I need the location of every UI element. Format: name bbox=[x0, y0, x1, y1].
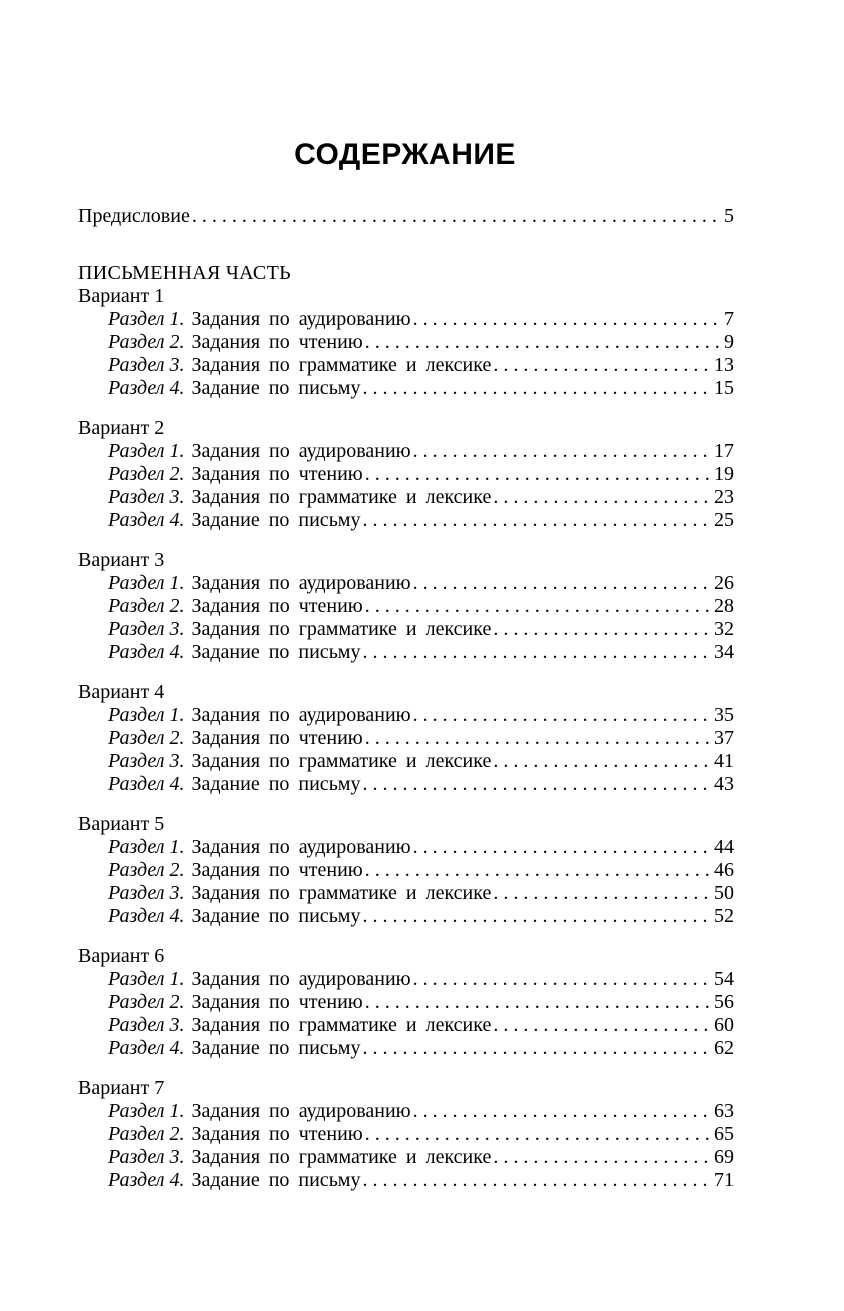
toc-page-number: 34 bbox=[714, 641, 734, 663]
dot-leader bbox=[365, 991, 712, 1014]
dot-leader bbox=[493, 750, 712, 773]
dot-leader bbox=[362, 1037, 712, 1060]
dot-leader bbox=[362, 641, 712, 664]
variant-heading: Вариант 4 bbox=[78, 681, 165, 703]
toc-page-number: 60 bbox=[714, 1014, 734, 1036]
section-title: Задания по грамматике и лексике bbox=[191, 354, 492, 376]
section-label: Раздел 3. bbox=[108, 618, 185, 640]
toc-entry-section bbox=[78, 377, 734, 400]
toc-page-number: 50 bbox=[714, 882, 734, 904]
section-label: Раздел 4. bbox=[108, 1169, 185, 1191]
section-label: Раздел 2. bbox=[108, 727, 185, 749]
section-title: Задания по чтению bbox=[191, 463, 363, 485]
toc-page-number: 23 bbox=[714, 486, 734, 508]
toc-entry-section bbox=[78, 859, 734, 882]
toc-page-number: 63 bbox=[714, 1100, 734, 1122]
section-label: Раздел 4. bbox=[108, 377, 185, 399]
toc-entry-section bbox=[78, 308, 734, 331]
toc-page-number: 17 bbox=[714, 440, 734, 462]
toc-entry-section bbox=[78, 572, 734, 595]
section-title: Задания по аудированию bbox=[191, 704, 411, 726]
dot-leader bbox=[493, 882, 712, 905]
dot-leader bbox=[413, 440, 712, 463]
section-title: Задания по аудированию bbox=[191, 572, 411, 594]
section-title: Задания по грамматике и лексике bbox=[191, 750, 492, 772]
variant-block bbox=[78, 285, 734, 400]
section-title: Задания по аудированию bbox=[191, 308, 411, 330]
toc-page-number: 65 bbox=[714, 1123, 734, 1145]
section-label: Раздел 1. bbox=[108, 572, 185, 594]
part-heading: ПИСЬМЕННАЯ ЧАСТЬ bbox=[78, 262, 291, 284]
section-label: Раздел 4. bbox=[108, 509, 185, 531]
variant-heading: Вариант 1 bbox=[78, 285, 165, 307]
toc-page-number: 54 bbox=[714, 968, 734, 990]
variant-list bbox=[78, 285, 734, 1192]
dot-leader bbox=[362, 509, 712, 532]
section-title: Задания по чтению bbox=[191, 331, 363, 353]
toc-entry-section bbox=[78, 836, 734, 859]
section-title: Задание по письму bbox=[191, 641, 361, 663]
dot-leader bbox=[493, 486, 712, 509]
variant-heading: Вариант 2 bbox=[78, 417, 165, 439]
toc-entry-section bbox=[78, 905, 734, 928]
toc-page-number: 7 bbox=[724, 308, 734, 330]
toc-entry-section bbox=[78, 1146, 734, 1169]
dot-leader bbox=[362, 377, 712, 400]
toc-entry-section bbox=[78, 463, 734, 486]
dot-leader bbox=[365, 595, 712, 618]
toc-entry-preface bbox=[78, 205, 734, 228]
section-title: Задания по чтению bbox=[191, 859, 363, 881]
section-label: Раздел 1. bbox=[108, 308, 185, 330]
variant-block bbox=[78, 945, 734, 1060]
toc-entry-section bbox=[78, 773, 734, 796]
section-label: Раздел 3. bbox=[108, 354, 185, 376]
variant-heading: Вариант 7 bbox=[78, 1077, 165, 1099]
toc-page-number: 43 bbox=[714, 773, 734, 795]
toc-entry-section bbox=[78, 968, 734, 991]
toc-entry-section bbox=[78, 991, 734, 1014]
section-title: Задания по чтению bbox=[191, 727, 363, 749]
dot-leader bbox=[413, 968, 712, 991]
section-label: Раздел 3. bbox=[108, 1014, 185, 1036]
section-label: Раздел 3. bbox=[108, 1146, 185, 1168]
toc-entry-section bbox=[78, 750, 734, 773]
variant-block bbox=[78, 681, 734, 796]
toc-entry-section bbox=[78, 1123, 734, 1146]
toc-page-number: 62 bbox=[714, 1037, 734, 1059]
toc-entry-section bbox=[78, 1037, 734, 1060]
section-label: Раздел 4. bbox=[108, 641, 185, 663]
section-label: Раздел 3. bbox=[108, 486, 185, 508]
dot-leader bbox=[413, 308, 722, 331]
toc-page-number: 5 bbox=[724, 205, 734, 227]
section-label: Раздел 3. bbox=[108, 882, 185, 904]
variant-heading: Вариант 5 bbox=[78, 813, 165, 835]
toc-entry-section bbox=[78, 618, 734, 641]
dot-leader bbox=[413, 572, 712, 595]
toc-page-number: 9 bbox=[724, 331, 734, 353]
toc-page-number: 37 bbox=[714, 727, 734, 749]
toc-entry-section bbox=[78, 509, 734, 532]
section-label: Раздел 4. bbox=[108, 905, 185, 927]
section-title: Задания по чтению bbox=[191, 991, 363, 1013]
section-title: Задания по аудированию bbox=[191, 836, 411, 858]
section-label: Раздел 4. bbox=[108, 773, 185, 795]
dot-leader bbox=[365, 331, 722, 354]
toc-page-number: 28 bbox=[714, 595, 734, 617]
toc-entry-section bbox=[78, 1014, 734, 1037]
toc-entry-section bbox=[78, 354, 734, 377]
dot-leader bbox=[365, 727, 712, 750]
dot-leader bbox=[413, 1100, 712, 1123]
dot-leader bbox=[362, 1169, 712, 1192]
section-title: Задание по письму bbox=[191, 509, 361, 531]
section-label: Раздел 2. bbox=[108, 1123, 185, 1145]
section-title: Задания по аудированию bbox=[191, 440, 411, 462]
section-label: Раздел 1. bbox=[108, 440, 185, 462]
variant-heading: Вариант 3 bbox=[78, 549, 165, 571]
section-title: Задания по грамматике и лексике bbox=[191, 1146, 492, 1168]
toc-entry-section bbox=[78, 641, 734, 664]
dot-leader bbox=[362, 773, 712, 796]
section-title: Задания по аудированию bbox=[191, 1100, 411, 1122]
section-title: Задание по письму bbox=[191, 377, 361, 399]
variant-block bbox=[78, 417, 734, 532]
toc-page-number: 15 bbox=[714, 377, 734, 399]
page-title: СОДЕРЖАНИЕ bbox=[294, 138, 516, 171]
section-label: Раздел 2. bbox=[108, 595, 185, 617]
dot-leader bbox=[413, 836, 712, 859]
toc-entry-section bbox=[78, 486, 734, 509]
toc-page-number: 35 bbox=[714, 704, 734, 726]
section-label: Раздел 1. bbox=[108, 1100, 185, 1122]
section-title: Задания по грамматике и лексике bbox=[191, 1014, 492, 1036]
section-title: Задания по грамматике и лексике bbox=[191, 486, 492, 508]
toc-page-number: 41 bbox=[714, 750, 734, 772]
dot-leader bbox=[365, 859, 712, 882]
dot-leader bbox=[493, 1146, 712, 1169]
section-label: Раздел 1. bbox=[108, 836, 185, 858]
toc-entry-section bbox=[78, 727, 734, 750]
toc-page-number: 56 bbox=[714, 991, 734, 1013]
section-label: Раздел 2. bbox=[108, 463, 185, 485]
toc-page-number: 44 bbox=[714, 836, 734, 858]
section-label: Раздел 2. bbox=[108, 331, 185, 353]
dot-leader bbox=[413, 704, 712, 727]
toc-page-number: 52 bbox=[714, 905, 734, 927]
toc-entry-label: Предисловие bbox=[78, 205, 190, 227]
dot-leader bbox=[192, 205, 722, 228]
toc-entry-section bbox=[78, 440, 734, 463]
section-title: Задания по чтению bbox=[191, 1123, 363, 1145]
section-label: Раздел 2. bbox=[108, 859, 185, 881]
toc-page-number: 26 bbox=[714, 572, 734, 594]
dot-leader bbox=[493, 1014, 712, 1037]
toc-entry-section bbox=[78, 704, 734, 727]
variant-block bbox=[78, 813, 734, 928]
toc-entry-section bbox=[78, 595, 734, 618]
section-title: Задание по письму bbox=[191, 773, 361, 795]
section-title: Задание по письму bbox=[191, 1037, 361, 1059]
toc-page-number: 13 bbox=[714, 354, 734, 376]
variant-block bbox=[78, 1077, 734, 1192]
section-label: Раздел 4. bbox=[108, 1037, 185, 1059]
variant-block bbox=[78, 549, 734, 664]
section-label: Раздел 3. bbox=[108, 750, 185, 772]
dot-leader bbox=[493, 618, 712, 641]
toc-page-number: 32 bbox=[714, 618, 734, 640]
toc-page-number: 69 bbox=[714, 1146, 734, 1168]
section-title: Задания по грамматике и лексике bbox=[191, 618, 492, 640]
variant-heading: Вариант 6 bbox=[78, 945, 165, 967]
dot-leader bbox=[365, 1123, 712, 1146]
section-title: Задания по аудированию bbox=[191, 968, 411, 990]
toc-entry-section bbox=[78, 882, 734, 905]
table-of-contents bbox=[78, 205, 734, 1192]
dot-leader bbox=[365, 463, 712, 486]
toc-entry-section bbox=[78, 1100, 734, 1123]
dot-leader bbox=[362, 905, 712, 928]
toc-entry-section bbox=[78, 1169, 734, 1192]
toc-page-number: 46 bbox=[714, 859, 734, 881]
toc-page-number: 71 bbox=[714, 1169, 734, 1191]
section-label: Раздел 1. bbox=[108, 704, 185, 726]
section-title: Задание по письму bbox=[191, 905, 361, 927]
toc-page-number: 19 bbox=[714, 463, 734, 485]
section-label: Раздел 2. bbox=[108, 991, 185, 1013]
section-title: Задания по чтению bbox=[191, 595, 363, 617]
toc-entry-section bbox=[78, 331, 734, 354]
section-title: Задание по письму bbox=[191, 1169, 361, 1191]
toc-page-number: 25 bbox=[714, 509, 734, 531]
section-title: Задания по грамматике и лексике bbox=[191, 882, 492, 904]
dot-leader bbox=[493, 354, 712, 377]
section-label: Раздел 1. bbox=[108, 968, 185, 990]
